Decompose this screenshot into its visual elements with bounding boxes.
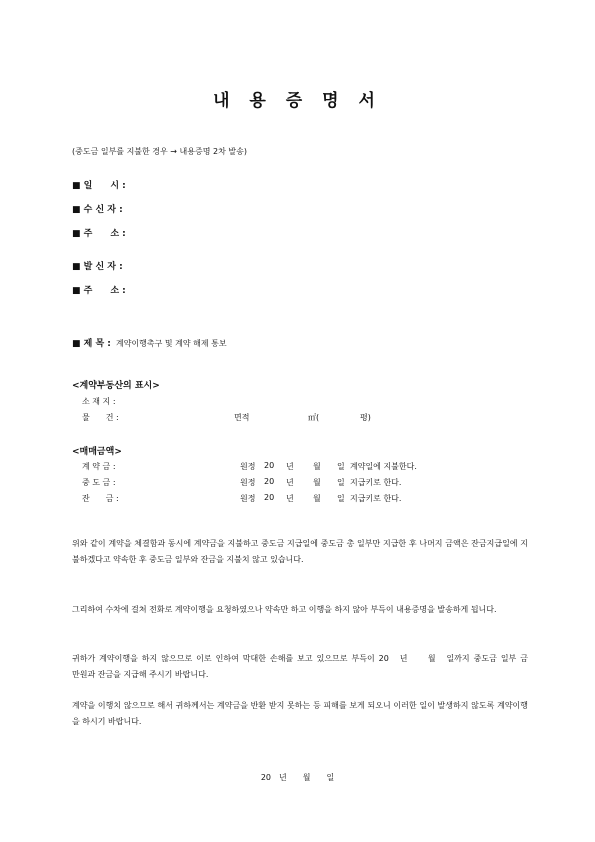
price-row-won: 원정 bbox=[240, 478, 256, 487]
price-row-desc: 지급키로 한다. bbox=[350, 478, 402, 487]
price-row-year: 20 bbox=[264, 493, 275, 502]
pyeong-unit: 평) bbox=[360, 413, 371, 422]
location-label: 소 재 지 : bbox=[82, 397, 116, 406]
property-heading: <계약부동산의 표시> bbox=[72, 381, 160, 391]
date-field-label: ■ 일 시 : bbox=[72, 181, 126, 191]
price-row-year: 20 bbox=[264, 461, 275, 470]
sender-field-label: ■ 발 신 자 : bbox=[72, 262, 123, 272]
price-row-month: 월 bbox=[313, 462, 321, 471]
price-row-day: 일 bbox=[337, 478, 345, 487]
subtitle: (중도금 일부를 지불한 경우 → 내용증명 2차 발송) bbox=[72, 147, 247, 156]
document-title: 내 용 증 명 서 bbox=[213, 91, 382, 111]
price-row-desc: 계약일에 지불한다. bbox=[350, 462, 417, 471]
body-paragraph-1: 위와 같이 계약을 체결함과 동시에 계약금을 지불하고 중도금 지급일에 중도금 총 일부만 지급한 후 나머지 금액은 잔금지급일에 지불하겠다고 약속한 후 중도금 일부와 잔금을 지불치 않고 있습니다. bbox=[72, 539, 528, 564]
body-paragraph-3: 귀하가 계약이행을 하지 않으므로 이로 인하여 막대한 손해를 보고 있으므로 부득이 20 년 월 일까지 중도금 일부 금 만원과 잔금을 지급해 주시기 바랍니다. bbox=[72, 654, 592, 679]
body-paragraph-2: 그리하여 수차에 걸쳐 전화로 계약이행을 요청하였으나 약속만 하고 이행을 하지 않아 부득이 내용증명을 발송하게 됩니다. bbox=[72, 605, 497, 614]
subject-label: ■ 제 목 : bbox=[72, 339, 111, 349]
price-row-won: 원정 bbox=[240, 494, 256, 503]
price-row-year: 20 bbox=[264, 477, 275, 486]
price-row-label: 계 약 금 : bbox=[82, 462, 116, 471]
price-row-desc: 지급키로 한다. bbox=[350, 494, 402, 503]
price-row-nyeon: 년 bbox=[286, 462, 294, 471]
price-row-label: 잔 금 : bbox=[82, 494, 119, 503]
price-row-month: 월 bbox=[313, 494, 321, 503]
recipient-field-label: ■ 수 신 자 : bbox=[72, 205, 123, 215]
price-row-day: 일 bbox=[337, 462, 345, 471]
subject-line bbox=[72, 331, 227, 350]
price-row-nyeon: 년 bbox=[286, 478, 294, 487]
price-row-nyeon: 년 bbox=[286, 494, 294, 503]
body-paragraph-4: 계약을 이행치 않으므로 해서 귀하께서는 계약금을 반환 받지 못하는 등 피해를 보게 되오니 이러한 일이 발생하지 않도록 계약이행을 하시기 바랍니다. bbox=[72, 701, 528, 726]
price-row-month: 월 bbox=[313, 478, 321, 487]
object-label: 물 건 : bbox=[82, 413, 119, 422]
price-row-day: 일 bbox=[337, 494, 345, 503]
price-heading: <매매금액> bbox=[72, 447, 122, 457]
recipient-address-label: ■ 주 소 : bbox=[72, 229, 126, 239]
sender-address-label: ■ 주 소 : bbox=[72, 286, 126, 296]
area-label: 면적 bbox=[234, 413, 250, 422]
subject-text: 계약이행촉구 및 계약 해제 통보 bbox=[115, 339, 227, 348]
area-unit: ㎡( bbox=[308, 413, 320, 422]
footer-date: 20 년 월 일 bbox=[260, 773, 335, 782]
price-row-label: 중 도 금 : bbox=[82, 478, 116, 487]
price-row-won: 원정 bbox=[240, 462, 256, 471]
